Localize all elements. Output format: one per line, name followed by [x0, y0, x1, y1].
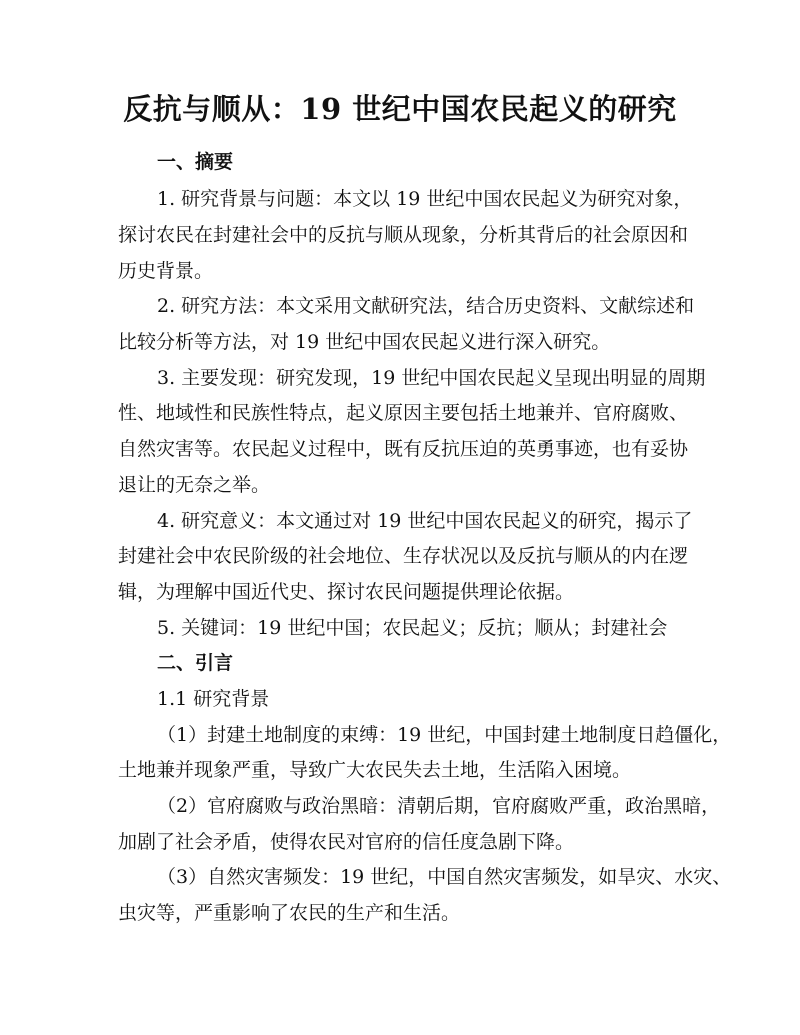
abstract-item-5-keywords: 5. 关键词：19 世纪中国；农民起义；反抗；顺从；封建社会	[157, 617, 668, 639]
abstract-heading: 一、摘要	[157, 151, 234, 173]
intro-item-3-line-1: （3）自然灾害频发：19 世纪，中国自然灾害频发，如旱灾、水灾、	[157, 866, 732, 888]
abstract-item-2-line-2: 比较分析等方法，对 19 世纪中国农民起义进行深入研究。	[118, 331, 611, 353]
intro-subheading: 1.1 研究背景	[157, 688, 270, 710]
intro-item-1-line-1: （1）封建土地制度的束缚：19 世纪，中国封建土地制度日趋僵化，	[157, 724, 732, 746]
abstract-item-4-line-3: 辑，为理解中国近代史、探讨农民问题提供理论依据。	[118, 581, 575, 603]
intro-item-2-line-2: 加剧了社会矛盾，使得农民对官府的信任度急剧下降。	[118, 831, 575, 853]
intro-item-1-line-2: 土地兼并现象严重，导致广大农民失去土地，生活陷入困境。	[118, 759, 632, 781]
abstract-item-3-line-3: 自然灾害等。农民起义过程中，既有反抗压迫的英勇事迹，也有妥协	[118, 438, 689, 460]
abstract-item-1-line-2: 探讨农民在封建社会中的反抗与顺从现象，分析其背后的社会原因和	[118, 224, 689, 246]
abstract-item-4-line-1: 4. 研究意义：本文通过对 19 世纪中国农民起义的研究，揭示了	[157, 510, 693, 532]
abstract-item-3-line-2: 性、地域性和民族性特点，起义原因主要包括土地兼并、官府腐败、	[118, 402, 689, 424]
intro-item-3-line-2: 虫灾等，严重影响了农民的生产和生活。	[118, 902, 461, 924]
intro-item-2-line-1: （2）官府腐败与政治黑暗：清朝后期，官府腐败严重，政治黑暗，	[157, 795, 721, 817]
abstract-item-3-line-4: 退让的无奈之举。	[118, 474, 271, 496]
abstract-item-2-line-1: 2. 研究方法：本文采用文献研究法，结合历史资料、文献综述和	[157, 295, 695, 317]
abstract-item-3-line-1: 3. 主要发现：研究发现，19 世纪中国农民起义呈现出明显的周期	[157, 367, 706, 389]
abstract-item-1-line-3: 历史背景。	[118, 260, 214, 282]
intro-heading: 二、引言	[157, 652, 234, 674]
document-title: 反抗与顺从：19 世纪中国农民起义的研究	[123, 92, 677, 126]
abstract-item-4-line-2: 封建社会中农民阶级的社会地位、生存状况以及反抗与顺从的内在逻	[118, 545, 689, 567]
abstract-item-1-line-1: 1. 研究背景与问题：本文以 19 世纪中国农民起义为研究对象，	[157, 188, 693, 210]
